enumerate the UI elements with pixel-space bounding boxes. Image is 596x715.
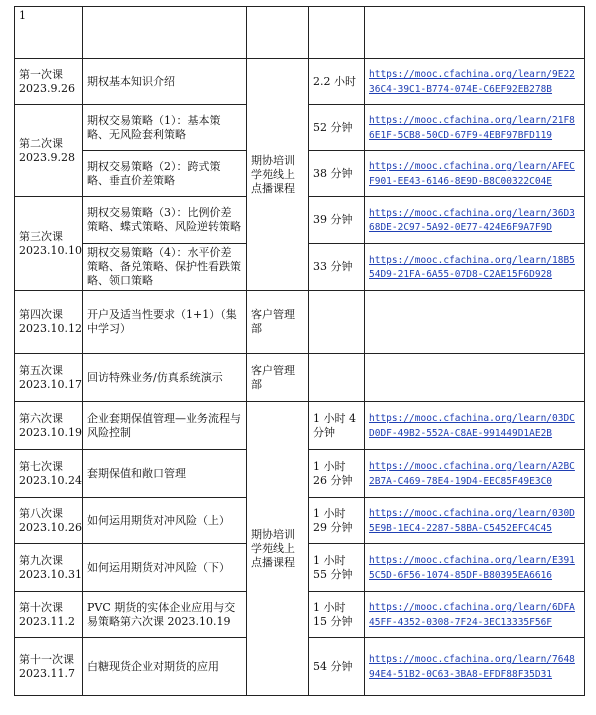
session-label: 第一次课 [19,67,63,81]
course-link[interactable]: https://mooc.cfachina.org/learn/21F86E1F-5CB8-50CD-67F9-4EBF97BFD119 [369,115,575,141]
topic-cell: 如何运用期货对冲风险（上） [83,498,247,544]
session-date: 2023.10.12 [19,322,82,335]
session-label: 第六次课 [19,411,63,425]
course-link[interactable]: https://mooc.cfachina.org/learn/36D368DE-2C97-5A92-0E77-424E6F9A7F9D [369,207,575,233]
topic-cell: 回访特殊业务/仿真系统演示 [83,354,247,402]
session-date: 2023.10.19 [19,425,82,439]
course-link[interactable]: https://mooc.cfachina.org/learn/6DFA45FF-4352-0308-7F24-3EC13335F56F [369,602,575,628]
topic-cell: 如何运用期货对冲风险（下） [83,544,247,592]
session-cell [15,59,83,105]
course-link[interactable]: https://mooc.cfachina.org/learn/E3915C5D-6F56-1074-85DF-B80395EA6616 [369,555,575,581]
session-date: 2023.9.28 [19,150,75,164]
duration-cell: 33 分钟 [309,244,365,291]
topic-cell: 企业套期保值管理—业务流程与风险控制 [83,402,247,450]
session-date: 2023.11.7 [19,666,75,680]
organizer-cell: 期协培训学苑线上点播课程 [247,402,309,696]
session-label: 第十次课 [19,600,63,614]
topic-cell: PVC 期货的实体企业应用与交易策略第六次课 2023.10.19 [83,592,247,638]
session-cell [15,498,83,544]
topic-cell: 白糖现货企业对期货的应用 [83,638,247,696]
session-date: 2023.11.2 [19,614,75,628]
course-link[interactable]: https://mooc.cfachina.org/learn/9E2236C4-39C1-B774-074E-C6EF92EB278B [369,69,575,95]
session-date: 2023.10.26 [19,520,82,534]
link-cell [365,498,585,544]
link-cell [365,544,585,592]
duration-cell: 1 小时 15 分钟 [309,592,365,638]
topic-cell: 期权基本知识介绍 [83,59,247,105]
session-date: 2023.9.26 [19,81,75,95]
session-date: 2023.10.10 [19,243,82,257]
session-cell [15,592,83,638]
link-cell [365,638,585,696]
link-cell [365,244,585,291]
duration-cell: 1 小时 26 分钟 [309,450,365,498]
duration-cell: 2.2 小时 [309,59,365,105]
duration-cell: 38 分钟 [309,151,365,197]
course-link[interactable]: https://mooc.cfachina.org/learn/A2BC2B7A-C469-78E4-19D4-EEC85F49E3C0 [369,461,575,487]
session-label: 第九次课 [19,553,63,567]
organizer-cell: 期协培训学苑线上点播课程 [247,59,309,291]
duration-cell: 52 分钟 [309,105,365,151]
session-label: 第五次课 [19,363,63,377]
session-cell [15,354,83,402]
row-number-cell: 1 [15,7,83,59]
link-cell [365,402,585,450]
session-date: 2023.10.31 [19,567,82,581]
table-row [15,402,585,450]
link-cell [365,450,585,498]
topic-cell: 期权交易策略（3）：比例价差策略、蝶式策略、风险逆转策略 [83,197,247,244]
session-cell [15,450,83,498]
topic-cell: 开户及适当性要求（1+1）（集中学习） [83,291,247,354]
topic-cell: 套期保值和敞口管理 [83,450,247,498]
organizer-cell: 客户管理部 [247,354,309,402]
course-link[interactable]: https://mooc.cfachina.org/learn/AFECF901-EE43-6146-8E9D-B8C00322C04E [369,161,575,187]
session-label: 第十一次课 [19,652,74,666]
table-row [15,7,585,59]
link-cell [365,592,585,638]
session-cell [15,638,83,696]
session-cell [15,105,83,197]
course-link[interactable]: https://mooc.cfachina.org/learn/18B554D9-21FA-6A55-07D8-C2AE15F6D928 [369,254,575,280]
duration-cell: 1 小时 4 分钟 [309,402,365,450]
table-row [15,59,585,105]
session-cell [15,544,83,592]
session-cell [15,197,83,291]
table-row [15,354,585,402]
duration-cell: 39 分钟 [309,197,365,244]
course-link[interactable]: https://mooc.cfachina.org/learn/030D5E9B-1EC4-2287-58BA-C5452EFC4C45 [369,508,575,534]
course-link[interactable]: https://mooc.cfachina.org/learn/764894E4-51B2-0C63-3BA8-EFDF88F35D31 [369,654,575,680]
session-cell [15,402,83,450]
session-label: 第三次课 [19,229,63,243]
duration-cell: 1 小时 29 分钟 [309,498,365,544]
organizer-cell: 客户管理部 [247,291,309,354]
link-cell [365,59,585,105]
session-label: 第四次课 [19,308,63,321]
course-link[interactable]: https://mooc.cfachina.org/learn/03DCD0DF-49B2-552A-C8AE-991449D1AE2B [369,413,575,439]
session-date: 2023.10.24 [19,473,82,487]
link-cell [365,105,585,151]
topic-cell: 期权交易策略（4）：水平价差策略、备兑策略、保护性看跌策略、领口策略 [83,244,247,291]
topic-cell: 期权交易策略（2）：跨式策略、垂直价差策略 [83,151,247,197]
course-schedule-table [14,6,585,696]
session-label: 第八次课 [19,506,63,520]
link-cell [365,197,585,244]
session-label: 第二次课 [19,136,63,150]
link-cell [365,151,585,197]
session-cell [15,291,83,354]
duration-cell: 54 分钟 [309,638,365,696]
session-date: 2023.10.17 [19,377,82,391]
topic-cell: 期权交易策略（1）：基本策略、无风险套利策略 [83,105,247,151]
duration-cell: 1 小时 55 分钟 [309,544,365,592]
session-label: 第七次课 [19,459,63,473]
table-row [15,291,585,354]
